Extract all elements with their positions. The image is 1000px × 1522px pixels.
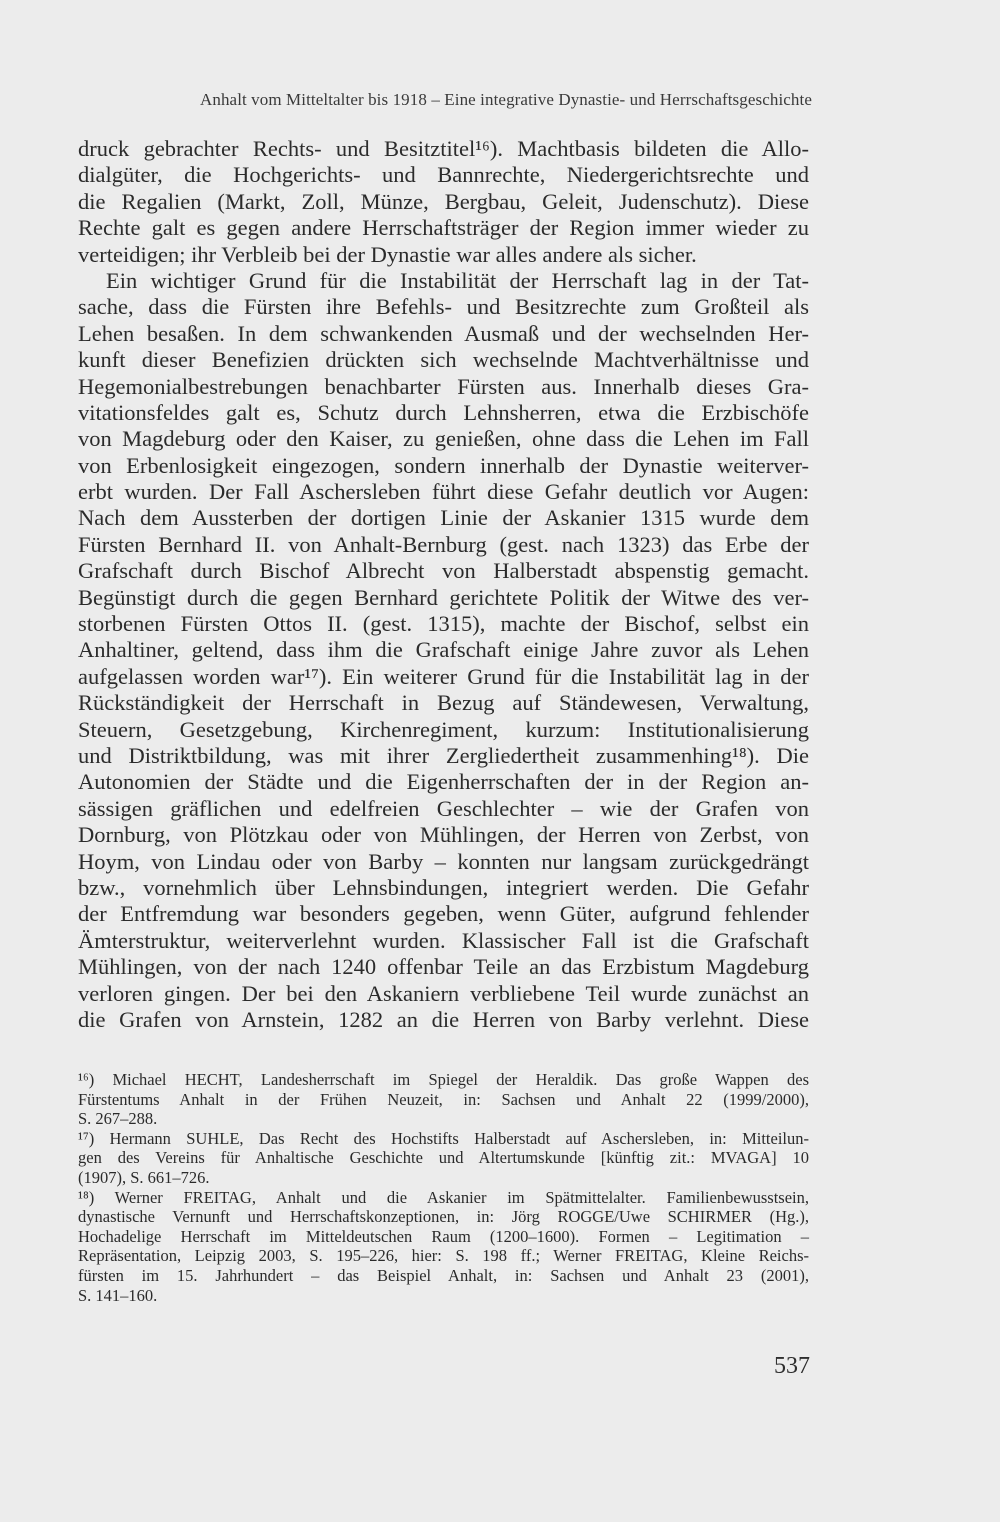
body-line: Mühlingen, von der nach 1240 offenbar Teile an das Erzbistum Magdeburg — [78, 954, 809, 980]
body-line: Steuern, Gesetzgebung, Kirchenregiment, kurzum: Institutionalisierung — [78, 716, 809, 742]
body-line: Ämterstruktur, weiterverlehnt wurden. Klassischer Fall ist die Grafschaft — [78, 927, 809, 953]
footnote-line: S. 267–288. — [78, 1109, 158, 1129]
footnote-line: S. 141–160. — [78, 1285, 158, 1305]
body-line: sässigen gräflichen und edelfreien Geschlechter – wie der Grafen von — [78, 795, 809, 821]
body-line: Nach dem Aussterben der dortigen Linie der Askanier 1315 wurde dem — [78, 505, 809, 531]
body-line: Grafschaft durch Bischof Albrecht von Halberstadt abspenstig gemacht. — [78, 558, 809, 584]
page-number: 537 — [774, 1353, 810, 1379]
body-line: Anhaltiner, geltend, dass ihm die Grafschaft einige Jahre zuvor als Lehen — [78, 637, 809, 663]
body-line: vitationsfeldes galt es, Schutz durch Lehnsherren, etwa die Erzbischöfe — [78, 399, 809, 425]
footnote-17 — [78, 1129, 809, 1188]
body-line: Begünstigt durch die gegen Bernhard gerichtete Politik der Witwe des ver- — [78, 584, 809, 610]
body-line: die Regalien (Markt, Zoll, Münze, Bergbau, Geleit, Judenschutz). Diese — [78, 188, 809, 214]
body-line: Lehen besaßen. In dem schwankenden Ausmaß und der wechselnden Her- — [78, 320, 809, 346]
body-line: dialgüter, die Hochgerichts- und Bannrechte, Niedergerichtsrechte und — [78, 162, 809, 188]
body-line: und Distriktbildung, was mit ihrer Zergliedertheit zusammenhing¹⁸). Die — [78, 742, 809, 768]
body-line: Fürsten Bernhard II. von Anhalt-Bernburg (gest. nach 1323) das Erbe der — [78, 531, 809, 557]
footnotes — [78, 1070, 809, 1305]
body-line: Rechte galt es gegen andere Herrschaftsträger der Region immer wieder zu — [78, 215, 809, 241]
body-line: verteidigen; ihr Verbleib bei der Dynastie war alles andere als sicher. — [78, 241, 697, 267]
body-line: von Magdeburg oder den Kaiser, zu genießen, ohne dass die Lehen im Fall — [78, 426, 809, 452]
footnote-line: fürsten im 15. Jahrhundert – das Beispiel Anhalt, in: Sachsen und Anhalt 23 (2001), — [78, 1265, 809, 1285]
body-line: bzw., vornehmlich über Lehnsbindungen, integriert werden. Die Gefahr — [78, 874, 809, 900]
body-line: Ein wichtiger Grund für die Instabilität der Herrschaft lag in der Tat- — [106, 267, 809, 293]
body-line: kunft dieser Benefizien drückten sich wechselnde Machtverhältnisse und — [78, 347, 809, 373]
footnote-16 — [78, 1070, 809, 1129]
footnote-line: ¹⁷) Hermann SUHLE, Das Recht des Hochstifts Halberstadt auf Aschersleben, in: Mitteilun- — [78, 1128, 809, 1148]
footnote-line: (1907), S. 661–726. — [78, 1167, 210, 1187]
footnote-line: ¹⁶) Michael HECHT, Landesherrschaft im Spiegel der Heraldik. Das große Wappen des — [78, 1070, 809, 1089]
footnote-line: Hochadelige Herrschaft im Mitteldeutschen Raum (1200–1600). Formen – Legitimation – — [78, 1226, 809, 1246]
body-line: die Grafen von Arnstein, 1282 an die Herren von Barby verlehnt. Diese — [78, 1006, 809, 1032]
body-line: verloren gingen. Der bei den Askaniern verbliebene Teil wurde zunächst an — [78, 980, 809, 1006]
body-text — [78, 136, 809, 1033]
body-line: Rückständigkeit der Herrschaft in Bezug auf Ständewesen, Verwaltung, — [78, 690, 809, 716]
body-line: storbenen Fürsten Ottos II. (gest. 1315), machte der Bischof, selbst ein — [78, 611, 809, 637]
footnote-line: Fürstentums Anhalt in der Frühen Neuzeit, in: Sachsen und Anhalt 22 (1999/2000), — [78, 1089, 809, 1109]
body-line: druck gebrachter Rechts- und Besitztitel¹⁶). Machtbasis bildeten die Allo- — [78, 136, 809, 161]
body-line: sache, dass die Fürsten ihre Befehls- und Besitzrechte zum Großteil als — [78, 294, 809, 320]
body-line: Dornburg, von Plötzkau oder von Mühlingen, der Herren von Zerbst, von — [78, 822, 809, 848]
body-line: der Entfremdung war besonders gegeben, wenn Güter, aufgrund fehlender — [78, 901, 809, 927]
body-line: erbt wurden. Der Fall Aschersleben führt diese Gefahr deutlich vor Augen: — [78, 479, 809, 505]
footnote-line: Repräsentation, Leipzig 2003, S. 195–226, hier: S. 198 ff.; Werner FREITAG, Kleine Reichs- — [78, 1246, 809, 1266]
footnote-line: gen des Vereins für Anhaltische Geschichte und Altertumskunde [künftig zit.: MVAGA] 10 — [78, 1148, 809, 1168]
body-line: Autonomien der Städte und die Eigenherrschaften der in der Region an- — [78, 769, 809, 795]
running-head: Anhalt vom Mitteltalter bis 1918 – Eine integrative Dynastie- und Herrschaftsgeschichte — [199, 90, 813, 109]
body-line: Hoym, von Lindau oder von Barby – konnten nur langsam zurückgedrängt — [78, 848, 809, 874]
body-line: von Erbenlosigkeit eingezogen, sondern innerhalb der Dynastie weiterver- — [78, 452, 809, 478]
footnote-18 — [78, 1188, 809, 1306]
body-line: Hegemonialbestrebungen benachbarter Fürsten aus. Innerhalb dieses Gra- — [78, 373, 809, 399]
footnote-line: ¹⁸) Werner FREITAG, Anhalt und die Askanier im Spätmittelalter. Familienbewusstsein, — [78, 1187, 809, 1207]
body-line: aufgelassen worden war¹⁷). Ein weiterer Grund für die Instabilität lag in der — [78, 663, 809, 689]
footnote-line: dynastische Vernunft und Herrschaftskonzeptionen, in: Jörg ROGGE/Uwe SCHIRMER (Hg.), — [78, 1207, 809, 1227]
